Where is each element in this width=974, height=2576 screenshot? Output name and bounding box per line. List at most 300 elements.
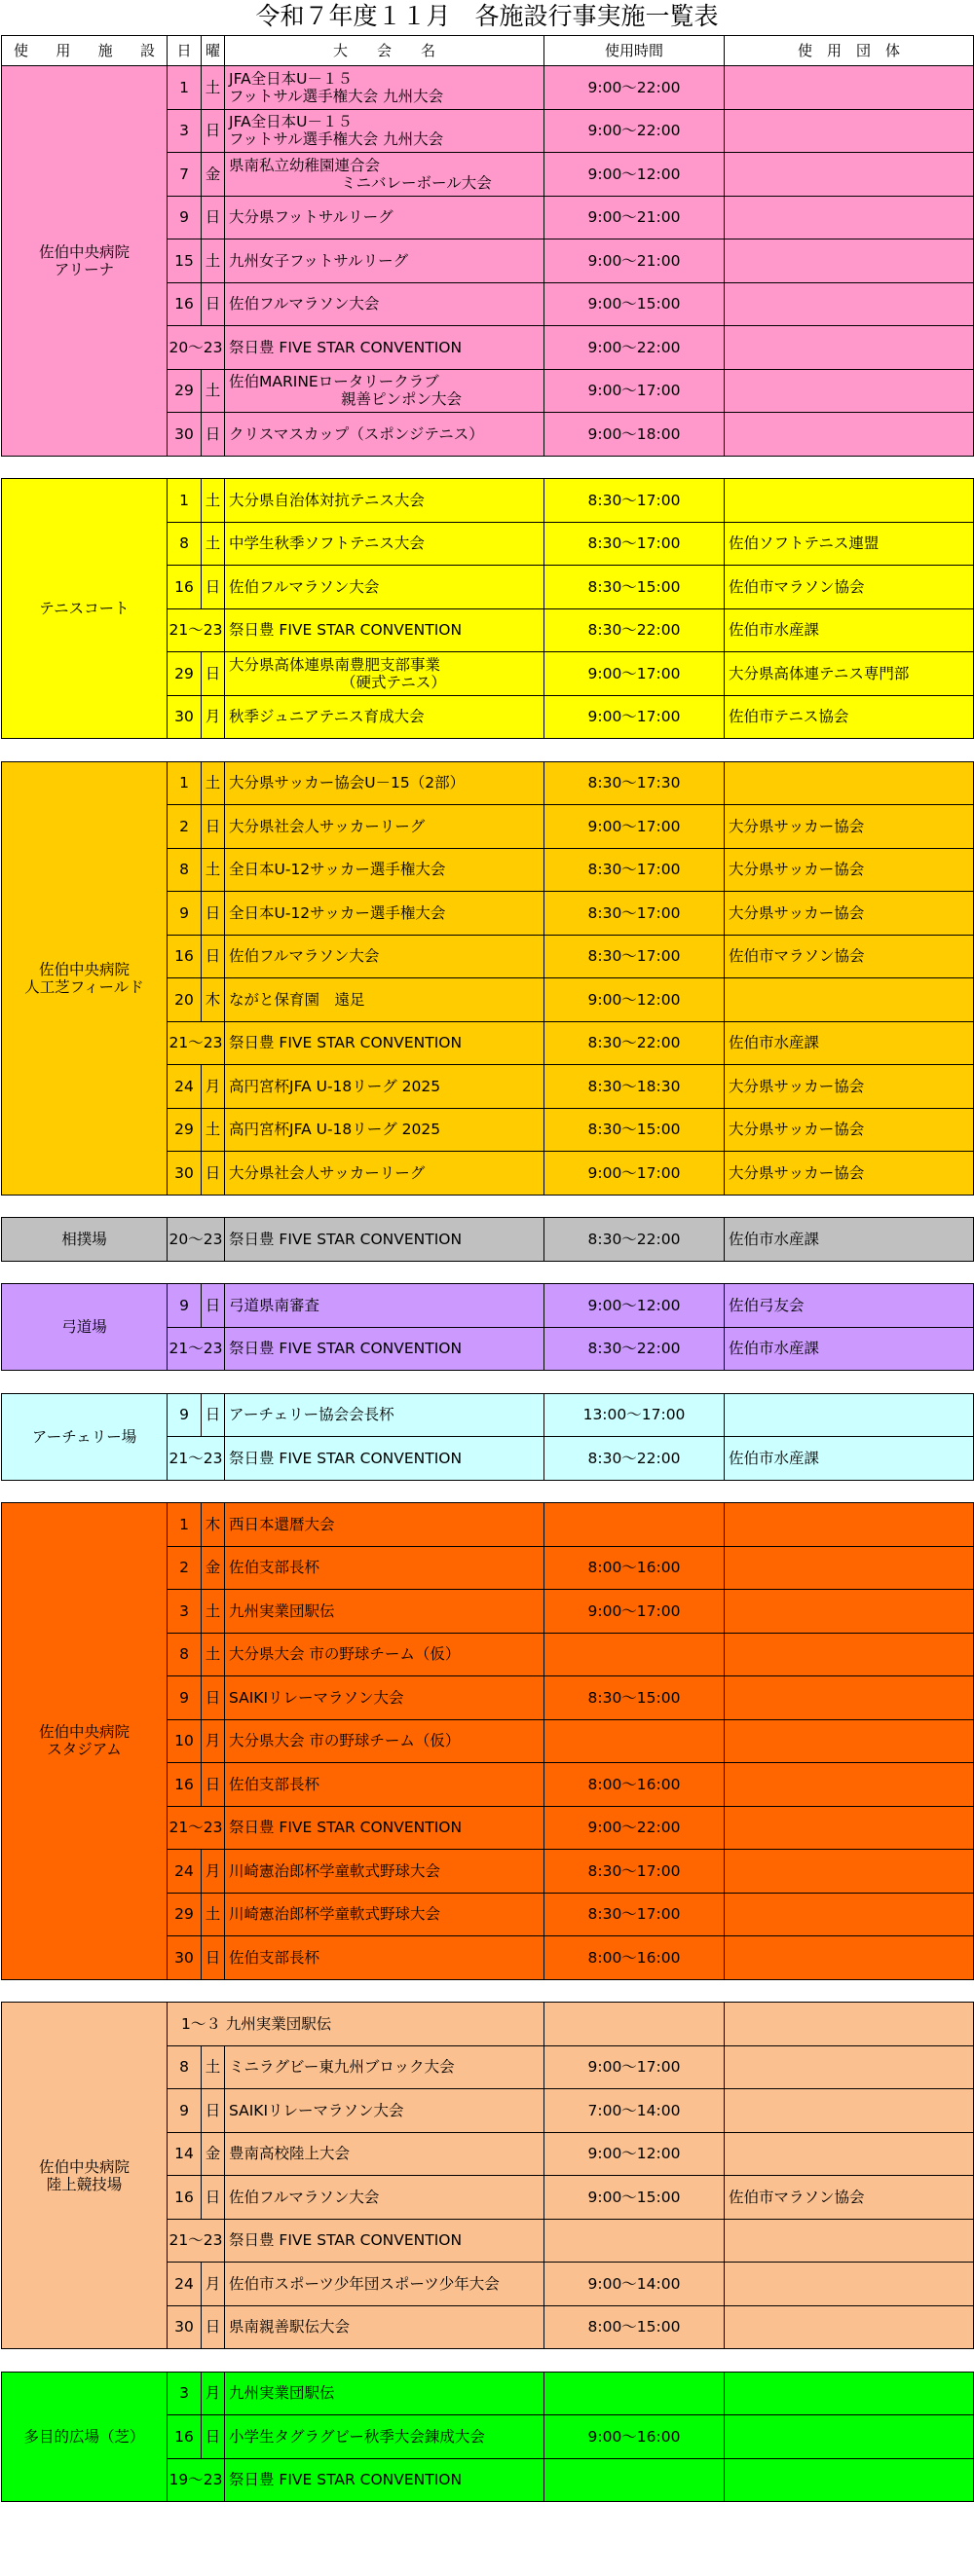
event-name-line: 祭日豊 FIVE STAR CONVENTION bbox=[229, 1819, 463, 1837]
time-cell: 8:30～17:00 bbox=[544, 479, 725, 523]
date-range-cell: 21～23 bbox=[168, 1021, 225, 1065]
facility-name-line: 佐伯中央病院 bbox=[38, 1723, 130, 1742]
event-name-cell bbox=[225, 805, 544, 849]
spacer-row bbox=[2, 456, 974, 479]
event-name-line: （硬式テニス） bbox=[341, 673, 446, 691]
event-name-cell bbox=[225, 369, 544, 413]
time-cell: 9:00～17:00 bbox=[544, 2045, 725, 2089]
event-name-cell bbox=[225, 2372, 544, 2415]
event-name-line: 全日本U-12サッカー選手権大会 bbox=[229, 861, 446, 879]
day-cell: 16 bbox=[168, 2176, 202, 2220]
event-name-cell bbox=[225, 848, 544, 892]
time-cell bbox=[544, 2458, 725, 2502]
event-name-line: ミニバレーボール大会 bbox=[341, 173, 492, 192]
event-name-cell bbox=[225, 1936, 544, 1980]
weekday-cell: 金 bbox=[202, 153, 225, 197]
event-name-cell bbox=[225, 652, 544, 696]
event-name-line: SAIKIリレーマラソン大会 bbox=[229, 1688, 404, 1707]
weekday-cell: 日 bbox=[202, 282, 225, 326]
facility-name-line: 佐伯中央病院 bbox=[38, 2157, 130, 2176]
org-cell bbox=[725, 239, 974, 283]
event-name-line: 大分県大会 市の野球チーム（仮） bbox=[229, 1732, 461, 1750]
event-name-cell bbox=[225, 935, 544, 978]
date-range-cell: 19～23 bbox=[168, 2458, 225, 2502]
header-time: 使用時間 bbox=[544, 36, 725, 66]
org-cell bbox=[725, 2415, 974, 2459]
event-name-cell bbox=[225, 2176, 544, 2220]
time-cell: 8:30～18:30 bbox=[544, 1065, 725, 1109]
event-name-line: 大分県サッカー協会U－15（2部） bbox=[229, 774, 466, 792]
day-cell: 10 bbox=[168, 1719, 202, 1763]
time-cell: 8:30～17:00 bbox=[544, 522, 725, 566]
day-cell: 9 bbox=[168, 2089, 202, 2133]
event-name-line: 弓道県南審査 bbox=[229, 1296, 320, 1314]
time-cell: 9:00～17:00 bbox=[544, 1152, 725, 1196]
org-cell bbox=[725, 2045, 974, 2089]
weekday-cell: 日 bbox=[202, 652, 225, 696]
header-facility: 使 用 施 設 bbox=[2, 36, 168, 66]
org-cell bbox=[725, 1719, 974, 1763]
org-cell bbox=[725, 66, 974, 110]
table-row bbox=[2, 479, 974, 523]
event-name-cell bbox=[225, 2305, 544, 2349]
org-cell: 大分県サッカー協会 bbox=[725, 1152, 974, 1196]
time-cell: 9:00～22:00 bbox=[544, 66, 725, 110]
time-cell: 8:30～15:00 bbox=[544, 566, 725, 609]
header-day: 日 bbox=[168, 36, 202, 66]
event-name-cell bbox=[225, 608, 544, 652]
event-name-line: フットサル選手権大会 九州大会 bbox=[229, 130, 444, 149]
event-name-line: 佐伯フルマラソン大会 bbox=[229, 295, 380, 313]
time-cell: 9:00～12:00 bbox=[544, 153, 725, 197]
weekday-cell: 月 bbox=[202, 1065, 225, 1109]
spacer-cell bbox=[2, 1480, 974, 1503]
org-cell bbox=[725, 2305, 974, 2349]
time-cell: 9:00～17:00 bbox=[544, 652, 725, 696]
day-cell: 9 bbox=[168, 196, 202, 239]
spacer-row bbox=[2, 1480, 974, 1503]
event-name-cell bbox=[225, 1763, 544, 1807]
org-cell: 佐伯市水産課 bbox=[725, 608, 974, 652]
event-name-cell bbox=[225, 479, 544, 523]
event-name-cell bbox=[225, 2045, 544, 2089]
event-name-line: 県南親善駅伝大会 bbox=[229, 2318, 351, 2337]
event-name-cell bbox=[225, 1850, 544, 1894]
spacer-cell bbox=[2, 1261, 974, 1284]
time-cell: 8:30～22:00 bbox=[544, 1021, 725, 1065]
facility-cell bbox=[2, 1284, 168, 1371]
event-name-line: 中学生秋季ソフトテニス大会 bbox=[229, 534, 425, 553]
date-range-cell: 21～23 bbox=[168, 2219, 225, 2263]
event-name-line: JFA全日本U－１５ bbox=[229, 113, 354, 131]
spacer-cell bbox=[2, 456, 974, 479]
time-cell bbox=[544, 1503, 725, 1547]
time-cell: 8:00～16:00 bbox=[544, 1546, 725, 1590]
weekday-cell: 土 bbox=[202, 761, 225, 805]
org-cell bbox=[725, 1936, 974, 1980]
org-cell: 佐伯市水産課 bbox=[725, 1437, 974, 1481]
time-cell: 8:30～17:00 bbox=[544, 1893, 725, 1936]
event-name-line: 高円宮杯JFA U-18リーグ 2025 bbox=[229, 1077, 441, 1095]
org-cell bbox=[725, 2003, 974, 2046]
facility-cell bbox=[2, 2372, 168, 2502]
org-cell: 佐伯弓友会 bbox=[725, 1284, 974, 1328]
event-name-line: 佐伯支部長杯 bbox=[229, 1559, 320, 1577]
time-cell: 9:00～17:00 bbox=[544, 1590, 725, 1634]
day-cell: 2 bbox=[168, 1546, 202, 1590]
event-name-line: 九州実業団駅伝 bbox=[229, 2384, 335, 2403]
event-name-cell bbox=[225, 66, 544, 110]
time-cell: 8:00～16:00 bbox=[544, 1936, 725, 1980]
event-name-cell bbox=[225, 1108, 544, 1152]
event-name-cell bbox=[225, 1152, 544, 1196]
event-name-cell bbox=[225, 2219, 544, 2263]
spacer-row bbox=[2, 1261, 974, 1284]
weekday-cell: 日 bbox=[202, 1676, 225, 1720]
time-cell: 13:00～17:00 bbox=[544, 1393, 725, 1437]
time-cell bbox=[544, 1633, 725, 1676]
day-cell: 1 bbox=[168, 1503, 202, 1547]
weekday-cell: 日 bbox=[202, 413, 225, 457]
org-cell bbox=[725, 2372, 974, 2415]
day-cell: 16 bbox=[168, 282, 202, 326]
event-name-line: 九州女子フットサルリーグ bbox=[229, 251, 409, 270]
facility-name-line: テニスコート bbox=[39, 600, 130, 617]
event-name-cell bbox=[225, 1893, 544, 1936]
facility-name-line: 佐伯中央病院 bbox=[38, 960, 130, 978]
event-name-cell bbox=[225, 1065, 544, 1109]
org-cell bbox=[725, 2263, 974, 2306]
table-row bbox=[2, 761, 974, 805]
event-name-line: 九州実業団駅伝 bbox=[229, 1601, 335, 1620]
day-cell: 2 bbox=[168, 805, 202, 849]
schedule-table bbox=[1, 35, 974, 2502]
date-range-cell: 21～23 bbox=[168, 1437, 225, 1481]
spacer-cell bbox=[2, 739, 974, 762]
event-name-line: 祭日豊 FIVE STAR CONVENTION bbox=[229, 1449, 463, 1467]
weekday-cell: 土 bbox=[202, 848, 225, 892]
facility-cell bbox=[2, 1218, 168, 1262]
event-name-line: 大分県自治体対抗テニス大会 bbox=[229, 491, 425, 509]
event-name-line: フットサル選手権大会 九州大会 bbox=[229, 87, 444, 105]
time-cell bbox=[544, 1719, 725, 1763]
event-name-cell bbox=[225, 2458, 544, 2502]
weekday-cell: 土 bbox=[202, 522, 225, 566]
event-name-line: 川崎憲治郎杯学童軟式野球大会 bbox=[229, 1905, 441, 1924]
day-cell: 8 bbox=[168, 1633, 202, 1676]
day-cell: 29 bbox=[168, 1893, 202, 1936]
event-name-line: 佐伯支部長杯 bbox=[229, 1775, 320, 1793]
time-cell: 7:00～14:00 bbox=[544, 2089, 725, 2133]
day-cell: 29 bbox=[168, 1108, 202, 1152]
time-cell: 8:30～22:00 bbox=[544, 1218, 725, 1262]
weekday-cell: 日 bbox=[202, 2415, 225, 2459]
day-cell: 24 bbox=[168, 1850, 202, 1894]
weekday-cell: 日 bbox=[202, 2305, 225, 2349]
date-range-cell: 21～23 bbox=[168, 1327, 225, 1371]
org-cell: 佐伯市マラソン協会 bbox=[725, 935, 974, 978]
day-cell: 8 bbox=[168, 522, 202, 566]
org-cell: 佐伯市テニス協会 bbox=[725, 695, 974, 739]
header-weekday: 曜 bbox=[202, 36, 225, 66]
event-name-cell bbox=[225, 522, 544, 566]
event-name-cell bbox=[225, 1021, 544, 1065]
table-row bbox=[2, 66, 974, 110]
event-name-line: 祭日豊 FIVE STAR CONVENTION bbox=[229, 621, 463, 640]
event-name-cell bbox=[225, 2132, 544, 2176]
org-cell: 佐伯市マラソン協会 bbox=[725, 2176, 974, 2220]
event-name-line: 佐伯フルマラソン大会 bbox=[229, 947, 380, 966]
event-name-line: 佐伯MARINEロータリークラブ bbox=[229, 373, 439, 391]
spacer-row bbox=[2, 739, 974, 762]
time-cell: 8:30～17:00 bbox=[544, 892, 725, 936]
day-cell: 1 bbox=[168, 66, 202, 110]
weekday-cell: 土 bbox=[202, 1633, 225, 1676]
facility-cell bbox=[2, 2003, 168, 2349]
event-name-line: 秋季ジュニアテニス育成大会 bbox=[229, 708, 425, 726]
weekday-cell: 金 bbox=[202, 2132, 225, 2176]
weekday-cell: 金 bbox=[202, 1546, 225, 1590]
weekday-cell: 土 bbox=[202, 1893, 225, 1936]
org-cell bbox=[725, 326, 974, 370]
event-name-cell bbox=[225, 282, 544, 326]
event-name-cell bbox=[225, 1284, 544, 1328]
facility-name-line: 多目的広場（芝） bbox=[23, 2427, 145, 2446]
weekday-cell: 日 bbox=[202, 1152, 225, 1196]
org-cell bbox=[725, 978, 974, 1022]
day-cell: 16 bbox=[168, 2415, 202, 2459]
day-cell: 8 bbox=[168, 2045, 202, 2089]
time-cell: 9:00～14:00 bbox=[544, 2263, 725, 2306]
org-cell bbox=[725, 2219, 974, 2263]
weekday-cell: 月 bbox=[202, 1850, 225, 1894]
time-cell: 9:00～12:00 bbox=[544, 1284, 725, 1328]
weekday-cell: 月 bbox=[202, 695, 225, 739]
event-name-cell bbox=[225, 761, 544, 805]
weekday-cell: 土 bbox=[202, 66, 225, 110]
event-name-line: 小学生タグラグビー秋季大会錬成大会 bbox=[229, 2427, 485, 2446]
org-cell bbox=[725, 2132, 974, 2176]
event-name-line: 大分県フットサルリーグ bbox=[229, 208, 393, 227]
event-name-cell bbox=[225, 1546, 544, 1590]
org-cell: 大分県高体連テニス専門部 bbox=[725, 652, 974, 696]
event-name-line: 祭日豊 FIVE STAR CONVENTION bbox=[229, 1340, 463, 1358]
org-cell bbox=[725, 1763, 974, 1807]
page-title: 令和７年度１１月 各施設行事実施一覧表 bbox=[255, 2, 719, 30]
weekday-cell: 日 bbox=[202, 892, 225, 936]
table-row bbox=[2, 1503, 974, 1547]
event-name-line: 大分県社会人サッカーリーグ bbox=[229, 817, 426, 835]
org-cell: 佐伯市水産課 bbox=[725, 1327, 974, 1371]
event-name-line: 川崎憲治郎杯学童軟式野球大会 bbox=[229, 1861, 441, 1880]
table-row bbox=[2, 1284, 974, 1328]
weekday-cell: 日 bbox=[202, 109, 225, 153]
org-cell bbox=[725, 761, 974, 805]
day-cell: 30 bbox=[168, 695, 202, 739]
time-cell: 9:00～21:00 bbox=[544, 196, 725, 239]
org-cell: 佐伯ソフトテニス連盟 bbox=[725, 522, 974, 566]
event-name-line: 西日本還暦大会 bbox=[229, 1515, 335, 1533]
day-cell: 24 bbox=[168, 2263, 202, 2306]
event-name-cell bbox=[225, 566, 544, 609]
time-cell: 9:00～22:00 bbox=[544, 326, 725, 370]
time-cell: 8:30～15:00 bbox=[544, 1108, 725, 1152]
event-name-line: 大分県社会人サッカーリーグ bbox=[229, 1163, 426, 1182]
day-cell: 15 bbox=[168, 239, 202, 283]
event-name-cell bbox=[225, 413, 544, 457]
facility-name-line: スタジアム bbox=[47, 1741, 122, 1759]
event-name-cell bbox=[225, 1719, 544, 1763]
weekday-cell: 日 bbox=[202, 566, 225, 609]
time-cell bbox=[544, 2219, 725, 2263]
table-row bbox=[2, 1393, 974, 1437]
spacer-cell bbox=[2, 1371, 974, 1394]
facility-name-line: 佐伯中央病院 bbox=[38, 242, 130, 261]
weekday-cell: 土 bbox=[202, 1108, 225, 1152]
day-cell: 7 bbox=[168, 153, 202, 197]
time-cell: 8:30～17:00 bbox=[544, 1850, 725, 1894]
event-name-cell bbox=[225, 1590, 544, 1634]
day-cell: 3 bbox=[168, 1590, 202, 1634]
event-name-line: 大分県高体連県南豊肥支部事業 bbox=[229, 655, 441, 674]
spacer-row bbox=[2, 1371, 974, 1394]
org-cell bbox=[725, 1590, 974, 1634]
org-cell bbox=[725, 1503, 974, 1547]
day-cell: 29 bbox=[168, 652, 202, 696]
time-cell bbox=[544, 2003, 725, 2046]
event-name-cell bbox=[225, 196, 544, 239]
time-cell: 9:00～12:00 bbox=[544, 978, 725, 1022]
day-cell: 14 bbox=[168, 2132, 202, 2176]
spacer-row bbox=[2, 2349, 974, 2373]
header-org: 使 用 団 体 bbox=[725, 36, 974, 66]
facility-name-line: 相撲場 bbox=[61, 1230, 107, 1248]
spacer-row bbox=[2, 1979, 974, 2003]
org-cell bbox=[725, 369, 974, 413]
event-name-line: 県南私立幼稚園連合会 bbox=[229, 156, 381, 174]
event-name-cell bbox=[225, 978, 544, 1022]
event-name-line: アーチェリー協会会長杯 bbox=[229, 1406, 394, 1424]
org-cell bbox=[725, 1806, 974, 1850]
event-name-cell bbox=[225, 1218, 544, 1262]
org-cell: 大分県サッカー協会 bbox=[725, 892, 974, 936]
event-name-cell bbox=[225, 1806, 544, 1850]
event-name-line: SAIKIリレーマラソン大会 bbox=[229, 2101, 404, 2119]
facility-name-line: 弓道場 bbox=[61, 1318, 107, 1336]
day-cell: 30 bbox=[168, 413, 202, 457]
time-cell: 8:30～17:00 bbox=[544, 935, 725, 978]
event-name-line: 佐伯支部長杯 bbox=[229, 1948, 320, 1967]
event-name-line: ながと保育園 遠足 bbox=[229, 990, 365, 1009]
event-name-cell bbox=[225, 892, 544, 936]
weekday-cell: 木 bbox=[202, 978, 225, 1022]
org-cell bbox=[725, 196, 974, 239]
spacer-cell bbox=[2, 2349, 974, 2373]
event-name-cell bbox=[225, 239, 544, 283]
org-cell: 佐伯市水産課 bbox=[725, 1218, 974, 1262]
weekday-cell: 日 bbox=[202, 1936, 225, 1980]
weekday-cell: 月 bbox=[202, 1719, 225, 1763]
event-name-cell bbox=[225, 2415, 544, 2459]
event-name-cell: 1～３ 九州実業団駅伝 bbox=[168, 2003, 544, 2046]
time-cell bbox=[544, 2372, 725, 2415]
event-name-cell bbox=[225, 1327, 544, 1371]
weekday-cell: 日 bbox=[202, 1393, 225, 1437]
org-cell bbox=[725, 2458, 974, 2502]
time-cell: 9:00～17:00 bbox=[544, 695, 725, 739]
facility-name-line: 人工芝フィールド bbox=[24, 977, 144, 996]
spacer-cell bbox=[2, 1979, 974, 2003]
weekday-cell: 月 bbox=[202, 2263, 225, 2306]
time-cell: 8:30～15:00 bbox=[544, 1676, 725, 1720]
event-name-cell bbox=[225, 326, 544, 370]
event-name-line: ミニラグビー東九州ブロック大会 bbox=[229, 2058, 455, 2077]
day-cell: 3 bbox=[168, 2372, 202, 2415]
event-name-cell bbox=[225, 1676, 544, 1720]
day-cell: 30 bbox=[168, 1936, 202, 1980]
header-row bbox=[2, 36, 974, 66]
event-name-line: JFA全日本U－１５ bbox=[229, 69, 354, 88]
org-cell bbox=[725, 1676, 974, 1720]
org-cell: 大分県サッカー協会 bbox=[725, 805, 974, 849]
org-cell bbox=[725, 2089, 974, 2133]
weekday-cell: 土 bbox=[202, 1590, 225, 1634]
weekday-cell: 日 bbox=[202, 1284, 225, 1328]
table-row bbox=[2, 2372, 974, 2415]
facility-name-line: アーチェリー場 bbox=[31, 1427, 137, 1446]
event-name-line: クリスマスカップ（スポンジテニス） bbox=[229, 424, 484, 443]
spacer-row bbox=[2, 1195, 974, 1218]
date-range-cell: 21～23 bbox=[168, 608, 225, 652]
day-cell: 30 bbox=[168, 2305, 202, 2349]
event-name-cell bbox=[225, 2089, 544, 2133]
day-cell: 16 bbox=[168, 1763, 202, 1807]
org-cell bbox=[725, 413, 974, 457]
schedule-body bbox=[2, 36, 974, 2502]
org-cell: 佐伯市水産課 bbox=[725, 1021, 974, 1065]
weekday-cell: 土 bbox=[202, 369, 225, 413]
event-name-line: 全日本U-12サッカー選手権大会 bbox=[229, 903, 446, 922]
facility-cell bbox=[2, 479, 168, 739]
date-range-cell: 21～23 bbox=[168, 1806, 225, 1850]
org-cell bbox=[725, 282, 974, 326]
event-name-cell bbox=[225, 1633, 544, 1676]
weekday-cell: 月 bbox=[202, 2372, 225, 2415]
facility-name-line: アリーナ bbox=[54, 260, 115, 278]
table-row bbox=[2, 1218, 974, 1262]
event-name-line: 祭日豊 FIVE STAR CONVENTION bbox=[229, 1230, 463, 1248]
weekday-cell: 日 bbox=[202, 935, 225, 978]
event-name-cell bbox=[225, 2263, 544, 2306]
event-name-line: 大分県大会 市の野球チーム（仮） bbox=[229, 1645, 461, 1664]
org-cell bbox=[725, 109, 974, 153]
event-name-line: 高円宮杯JFA U-18リーグ 2025 bbox=[229, 1121, 441, 1139]
event-name-line: 佐伯フルマラソン大会 bbox=[229, 2188, 380, 2206]
weekday-cell: 日 bbox=[202, 2089, 225, 2133]
event-name-line: 祭日豊 FIVE STAR CONVENTION bbox=[229, 2231, 463, 2250]
day-cell: 16 bbox=[168, 566, 202, 609]
weekday-cell: 日 bbox=[202, 196, 225, 239]
org-cell bbox=[725, 1893, 974, 1936]
event-name-line: 豊南高校陸上大会 bbox=[229, 2145, 351, 2163]
facility-cell bbox=[2, 761, 168, 1195]
time-cell: 9:00～21:00 bbox=[544, 239, 725, 283]
org-cell bbox=[725, 1546, 974, 1590]
event-name-cell bbox=[225, 109, 544, 153]
facility-name-line: 陸上競技場 bbox=[46, 2175, 123, 2193]
day-cell: 20 bbox=[168, 978, 202, 1022]
date-range-cell: 20～23 bbox=[168, 326, 225, 370]
